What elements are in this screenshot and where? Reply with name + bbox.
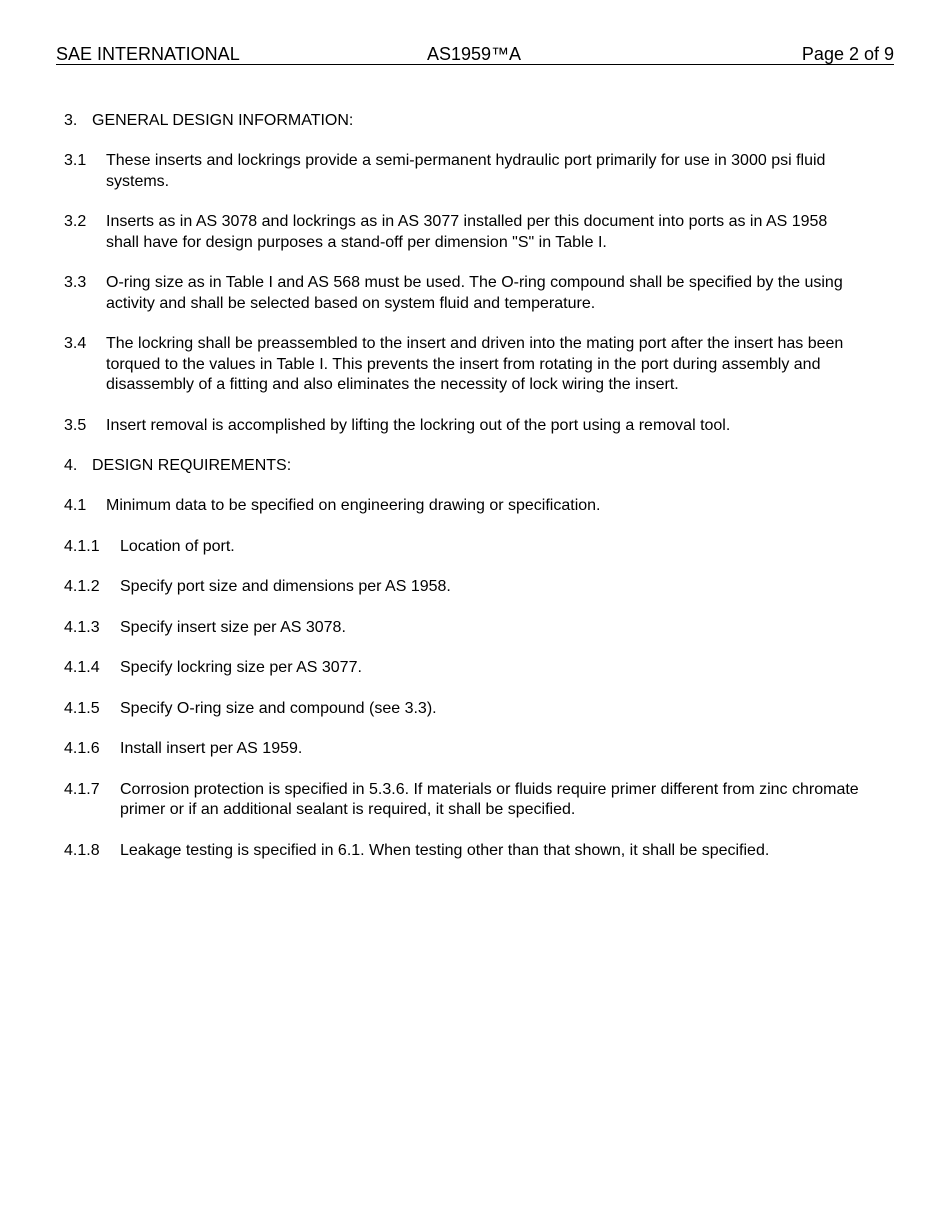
paragraph-text: Insert removal is accomplished by lifting the lockring out of the port using a removal tool.: [106, 416, 731, 434]
paragraph-number: 3.4: [64, 335, 87, 352]
section-heading-4: [64, 456, 864, 476]
paragraph-4-1-8: [64, 841, 864, 862]
paragraph-4-1-1: [64, 537, 864, 558]
paragraph-number: 4.1.8: [64, 841, 100, 859]
paragraph-text: Install insert per AS 1959.: [120, 740, 303, 757]
section-number: 4.: [64, 457, 78, 474]
paragraph-number: 3.5: [64, 416, 87, 434]
paragraph-4-1-2: [64, 577, 864, 598]
paragraph-4-1-4: [64, 658, 864, 679]
paragraph-3-1: [64, 151, 864, 192]
paragraph-text: These inserts and lockrings provide a semi-permanent hydraulic port primarily for use in 3000 psi fluid systems.: [106, 152, 826, 190]
document-body: [64, 111, 864, 881]
paragraph-text: Inserts as in AS 3078 and lockrings as in AS 3077 installed per this document into ports as in AS 1958 shall have for design purposes a stand-off per dimension "S" in Table I.: [106, 213, 828, 251]
paragraph-text: Specify lockring size per AS 3077.: [120, 659, 362, 676]
paragraph-4-1-5: [64, 699, 864, 720]
paragraph-text: The lockring shall be preassembled to the insert and driven into the mating port after the insert has been torqued to the values in Table I. This prevents the insert from rotating in the port during assembly and disassembly of a fitting and also eliminates the necessity of lock wiring the insert.: [106, 335, 844, 393]
header-organization: SAE INTERNATIONAL: [56, 44, 240, 64]
paragraph-3-2: [64, 212, 864, 253]
page-header: [56, 44, 894, 65]
paragraph-3-3: [64, 273, 864, 314]
section-number: 3.: [64, 112, 78, 129]
paragraph-text: Specify port size and dimensions per AS 1958.: [120, 578, 451, 595]
paragraph-number: 4.1: [64, 497, 87, 514]
header-document-id: AS1959™A: [427, 44, 522, 64]
paragraph-number: 3.3: [64, 274, 87, 291]
paragraph-3-5: [64, 416, 864, 437]
paragraph-number: 4.1.3: [64, 618, 100, 636]
paragraph-number: 4.1.7: [64, 780, 100, 798]
section-title: DESIGN REQUIREMENTS:: [92, 457, 292, 474]
paragraph-number: 3.2: [64, 213, 87, 230]
paragraph-4-1: [64, 496, 864, 517]
paragraph-text: Location of port.: [120, 537, 235, 555]
paragraph-number: 4.1.1: [64, 537, 100, 555]
paragraph-4-1-6: [64, 739, 864, 760]
paragraph-text: Specify O-ring size and compound (see 3.3).: [120, 699, 437, 717]
paragraph-number: 3.1: [64, 152, 87, 169]
section-title: GENERAL DESIGN INFORMATION:: [92, 112, 354, 129]
paragraph-text: Corrosion protection is specified in 5.3.6. If materials or fluids require primer different from zinc chromate primer or if an additional sealant is required, it shall be specified.: [120, 780, 859, 818]
paragraph-3-4: [64, 334, 864, 396]
paragraph-number: 4.1.5: [64, 699, 100, 717]
paragraph-number: 4.1.6: [64, 740, 100, 757]
paragraph-number: 4.1.4: [64, 659, 100, 676]
section-heading-3: [64, 111, 864, 131]
paragraph-number: 4.1.2: [64, 578, 100, 595]
header-page-number: Page 2 of 9: [801, 44, 894, 64]
paragraph-text: Minimum data to be specified on engineering drawing or specification.: [106, 497, 601, 514]
paragraph-text: Specify insert size per AS 3078.: [120, 618, 346, 636]
paragraph-4-1-7: [64, 780, 864, 821]
paragraph-text: Leakage testing is specified in 6.1. When testing other than that shown, it shall be specified.: [120, 841, 770, 859]
paragraph-text: O-ring size as in Table I and AS 568 must be used. The O-ring compound shall be specified by the using activity and shall be selected based on system fluid and temperature.: [106, 274, 843, 312]
paragraph-4-1-3: [64, 618, 864, 639]
